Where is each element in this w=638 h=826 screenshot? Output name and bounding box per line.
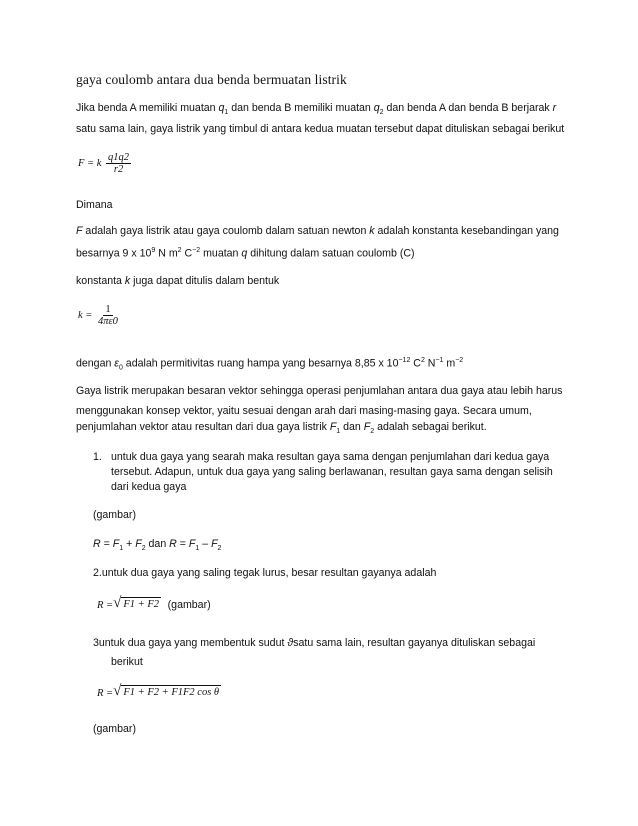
- konstanta-line: konstanta k juga dapat ditulis dalam bentuk: [76, 275, 280, 287]
- sqrt-icon: √: [113, 595, 122, 611]
- list-item-1: 1. untuk dua gaya yang searah maka resultan gaya sama dengan penjumlahan dari kedua gaya tersebut. Adapun, untuk dua gaya yang saling berlawanan, resultan gaya sama dengan selisih dari kedua gaya: [93, 451, 553, 493]
- gambar-placeholder-2: (gambar): [93, 723, 136, 735]
- definition-line-2: besarnya 9 x $10^9$ N $m^2$ $C^{-2}$ muatan q dihitung dalam satuan coulomb (C): [76, 247, 415, 260]
- k-formula: k = $\frac{1}{4\pi\varepsilon 0}$: [78, 304, 118, 327]
- sqrt-icon: √: [113, 683, 122, 699]
- intro-line-2: satu sama lain, gaya listrik yang timbul di antara kedua muatan tersebut dapat dituliskan sebagai berikut: [76, 123, 565, 135]
- para-line-1: Gaya listrik merupakan besaran vektor sehingga operasi penjumlahan antara dua gaya atau lebih harus: [76, 385, 563, 397]
- resultant-formulas: $R = F_1 + F_2$ dan $R = F_1 - F_2$: [93, 538, 222, 553]
- gambar-inline: (gambar): [167, 599, 211, 611]
- formula-denominator: r2: [113, 164, 124, 175]
- page-title: gaya coulomb antara dua benda bermuatan listrik: [76, 72, 347, 87]
- dimana-label: Dimana: [76, 199, 113, 211]
- definition-line-1: F adalah gaya listrik atau gaya coulomb dalam satuan newton k adalah konstanta kesebandingan yang: [76, 225, 559, 237]
- intro-line-1: Jika benda A memiliki muatan $q_1$ dan benda B memiliki muatan $q_2$ dan benda A dan benda B berjarak r: [76, 102, 557, 117]
- list-item-3: 3untuk dua gaya yang membentuk sudut ϑsatu sama lain, resultan gayanya dituliskan sebagai berikut: [93, 637, 536, 668]
- para-line-2: menggunakan konsep vektor, yaitu sesuai dengan arah dari masing-masing gaya. Secara umum,: [76, 405, 532, 417]
- angle-formula: R = √ F1 + F2 + F1F2 cos θ: [97, 683, 220, 699]
- gambar-placeholder-1: (gambar): [93, 509, 136, 521]
- formula-numerator: q1q2: [108, 152, 130, 163]
- dengan-line: dengan $\varepsilon_0$ adalah permitivitas ruang hampa yang besarnya 8,85 x $10^{-12}$ $C^2$ $N^{-1}$ $m^{-2}$: [76, 357, 464, 372]
- list-item-2: 2.untuk dua gaya yang saling tegak lurus, besar resultan gayanya adalah: [93, 567, 437, 579]
- coulomb-formula: F = k $\frac{q1q2}{r2}$: [78, 152, 130, 175]
- perpendicular-formula: R = √ F1 + F2 (gambar): [97, 595, 211, 611]
- para-line-3: penjumlahan vektor atau resultan dari dua gaya listrik $F_1$ dan $F_2$ adalah sebagai berikut.: [76, 421, 487, 436]
